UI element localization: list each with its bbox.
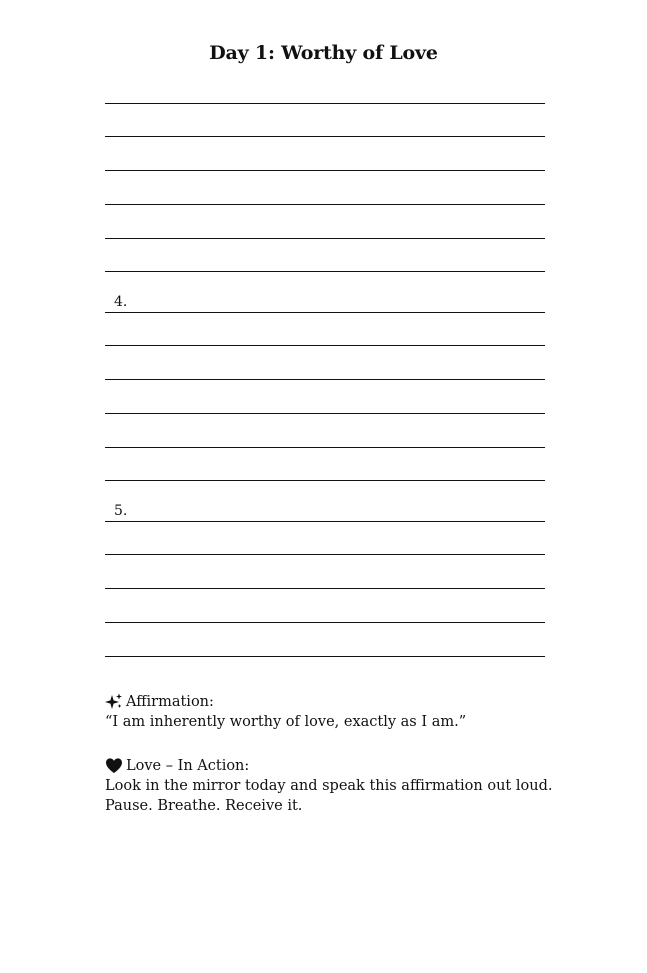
affirmation-section	[105, 692, 555, 732]
writing-line	[105, 238, 545, 239]
affirmation-text: “I am inherently worthy of love, exactly as I am.”	[105, 714, 467, 730]
writing-line	[105, 447, 545, 448]
love-in-action-heading-line	[105, 756, 555, 776]
writing-line	[105, 554, 545, 555]
writing-line	[105, 379, 545, 380]
sparkles-icon	[105, 693, 123, 711]
affirmation-heading-line	[105, 692, 555, 712]
writing-line	[105, 622, 545, 623]
love-in-action-line-2: Pause. Breathe. Receive it.	[105, 798, 303, 814]
writing-line	[105, 345, 545, 346]
writing-line	[105, 588, 545, 589]
page-title: Day 1: Worthy of Love	[209, 42, 438, 64]
heart-icon	[105, 757, 123, 775]
writing-line	[105, 103, 545, 104]
love-in-action-line-1: Look in the mirror today and speak this affirmation out loud.	[105, 778, 553, 794]
writing-line	[105, 480, 545, 481]
writing-line	[105, 170, 545, 171]
love-in-action-section	[105, 756, 555, 816]
writing-line	[105, 136, 545, 137]
writing-line	[105, 656, 545, 657]
prompt-number-4: 4.	[114, 294, 128, 310]
writing-line	[105, 413, 545, 414]
writing-line	[105, 271, 545, 272]
writing-line	[105, 521, 545, 522]
writing-line	[105, 204, 545, 205]
love-in-action-heading: Love – In Action:	[126, 758, 250, 774]
writing-line	[105, 312, 545, 313]
prompt-number-5: 5.	[114, 503, 128, 519]
affirmation-heading: Affirmation:	[126, 694, 214, 710]
